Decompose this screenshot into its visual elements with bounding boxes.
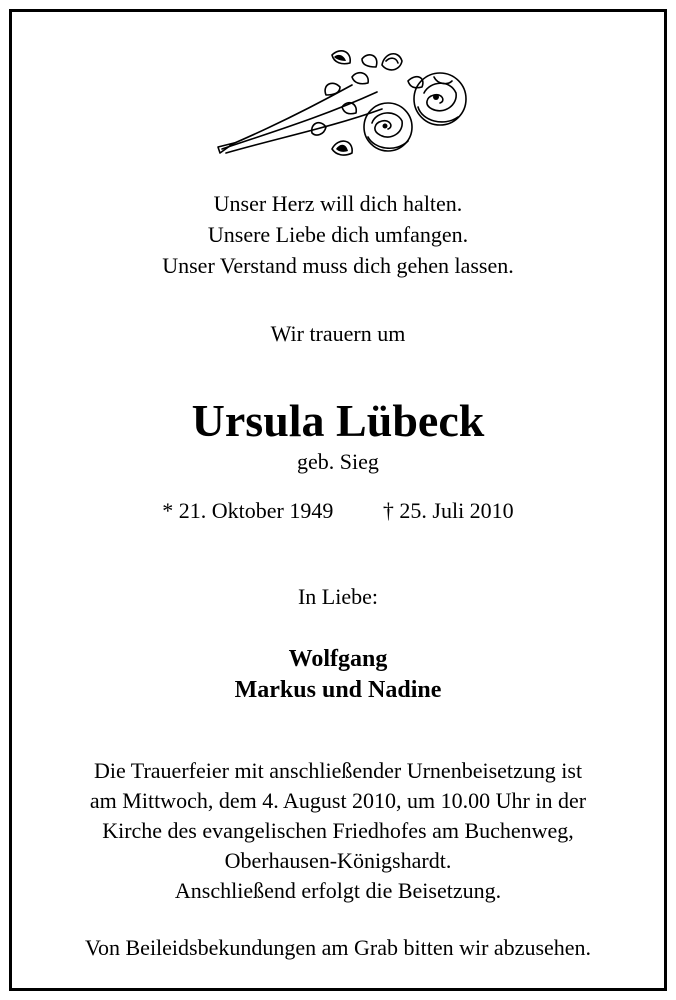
closing-note: Von Beileidsbekundungen am Grab bitten wir abzusehen.	[84, 935, 592, 960]
love-label: In Liebe:	[297, 584, 379, 609]
service-line: Kirche des evangelischen Friedhofes am Buchenweg,	[102, 818, 574, 843]
mourners-list	[12, 644, 664, 706]
poem-line: Unser Verstand muss dich gehen lassen.	[162, 253, 514, 278]
rose-illustration-icon	[212, 37, 472, 172]
service-line: am Mittwoch, dem 4. August 2010, um 10.00 Uhr in der	[89, 788, 587, 813]
service-line: Anschließend erfolgt die Beisetzung.	[174, 878, 502, 903]
service-details	[12, 756, 664, 906]
deceased-name: Ursula Lübeck	[191, 395, 485, 446]
maiden-name: geb. Sieg	[297, 449, 379, 474]
life-dates	[12, 496, 664, 526]
poem-line: Unsere Liebe dich umfangen.	[207, 222, 469, 247]
mourning-intro: Wir trauern um	[270, 321, 406, 346]
service-line: Oberhausen-Königshardt.	[224, 848, 452, 873]
birth-date: * 21. Oktober 1949	[162, 498, 334, 523]
poem	[12, 188, 664, 281]
service-line: Die Trauerfeier mit anschließender Urnenbeisetzung ist	[93, 758, 583, 783]
poem-line: Unser Herz will dich halten.	[213, 191, 463, 216]
death-date: † 25. Juli 2010	[382, 498, 514, 523]
mourner-name: Wolfgang	[288, 646, 388, 672]
obituary-notice	[9, 9, 667, 991]
mourner-name: Markus und Nadine	[234, 677, 442, 703]
